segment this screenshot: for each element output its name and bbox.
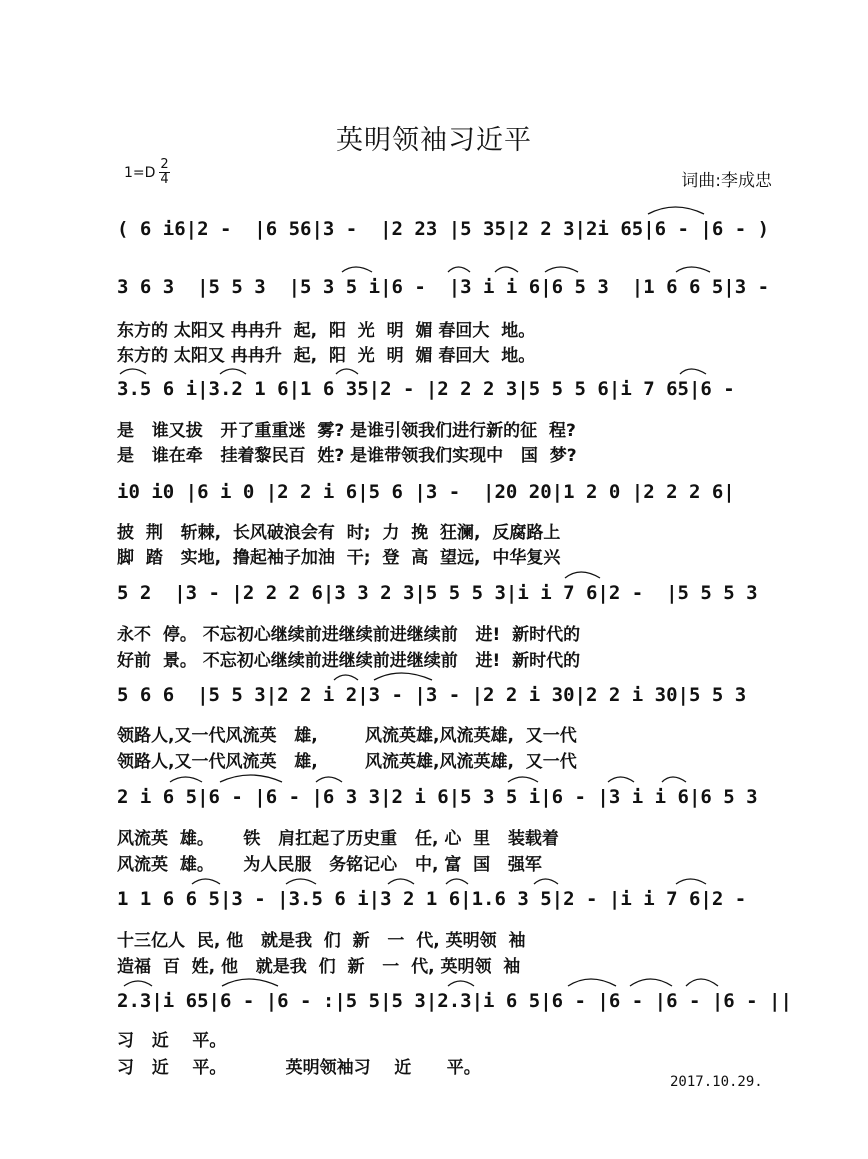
slur — [565, 572, 600, 578]
lyric-line: 风流英 雄。 为人民服 务铭记心 中, 富 国 强军 — [117, 855, 542, 875]
slur — [336, 369, 358, 374]
time-signature — [159, 158, 169, 187]
notation-row: 3.5 6 i|3.2 1 6|1 6 35|2 - |2 2 2 3|5 5 5 6|i 7 65|6 - — [117, 378, 735, 400]
slur — [568, 979, 616, 986]
lyric-line: 是 谁又拔 开了重重迷 雾? 是谁引领我们进行新的征 程? — [117, 421, 576, 441]
slur — [676, 267, 710, 272]
slur — [534, 879, 558, 884]
slur — [170, 777, 202, 782]
slur — [648, 207, 704, 214]
lyric-line: 风流英 雄。 铁 肩扛起了历史重 任, 心 里 装载着 — [117, 829, 559, 849]
lyric-line: 好前 景。 不忘初心继续前进继续前进继续前 进! 新时代的 — [117, 651, 581, 671]
slur — [342, 267, 372, 272]
slur — [192, 879, 220, 884]
slur — [334, 675, 358, 680]
lyric-line: 东方的 太阳又 冉冉升 起, 阳 光 明 媚 春回大 地。 — [117, 346, 536, 366]
lyric-line: 十三亿人 民, 他 就是我 们 新 一 代, 英明领 袖 — [117, 931, 526, 951]
time-numerator: 2 — [160, 157, 169, 172]
slur — [680, 369, 706, 374]
slur — [508, 777, 538, 782]
notation-row: 2.3|i 65|6 - |6 - :|5 5|5 3|2.3|i 6 5|6 - |6 - |6 - |6 - || — [117, 990, 792, 1012]
slur — [686, 979, 718, 986]
slur — [495, 267, 518, 272]
lyric-line: 永不 停。 不忘初心继续前进继续前进继续前 进! 新时代的 — [117, 625, 581, 645]
notation-row: i0 i0 |6 i 0 |2 2 i 6|5 6 |3 - |20 20|1 2 0 |2 2 2 6| — [117, 481, 735, 503]
slur — [608, 777, 634, 782]
slur — [448, 267, 470, 272]
lyric-line: 领路人,又一代风流英 雄, 风流英雄,风流英雄, 又一代 — [117, 726, 577, 746]
slur — [448, 981, 474, 986]
notation-row: ( 6 i6|2 - |6 56|3 - |2 23 |5 35|2 2 3|2i 65|6 - |6 - ) — [117, 218, 770, 240]
lyric-line: 领路人,又一代风流英 雄, 风流英雄,风流英雄, 又一代 — [117, 752, 577, 772]
slur — [446, 879, 468, 884]
notation-row: 5 2 |3 - |2 2 2 6|3 3 2 3|5 5 5 3|i i 7 6|2 - |5 5 5 3 — [117, 582, 758, 604]
notation-row: 1 1 6 6 5|3 - |3.5 6 i|3 2 1 6|1.6 3 5|2 - |i i 7 6|2 - — [117, 888, 747, 910]
slur — [220, 369, 246, 374]
notation-row: 2 i 6 5|6 - |6 - |6 3 3|2 i 6|5 3 5 i|6 - |3 i i 6|6 5 3 — [117, 786, 758, 808]
lyric-line: 造福 百 姓, 他 就是我 们 新 一 代, 英明领 袖 — [117, 957, 521, 977]
slur — [388, 879, 414, 884]
lyric-line: 脚 踏 实地, 撸起袖子加油 干; 登 高 望远, 中华复兴 — [117, 548, 561, 568]
key-label: 1=D — [124, 164, 156, 181]
slur — [662, 777, 686, 782]
lyric-line: 习 近 平。 英明领袖习 近 平。 — [117, 1058, 481, 1078]
key-signature — [124, 158, 170, 187]
lyric-line: 披 荆 斩棘, 长风破浪会有 时; 力 挽 狂澜, 反腐路上 — [117, 523, 561, 543]
slur — [220, 775, 282, 782]
slur — [630, 979, 672, 986]
slur — [286, 879, 316, 884]
lyric-line: 是 谁在牵 挂着黎民百 姓? 是谁带领我们实现中 国 梦? — [117, 446, 577, 466]
slur — [545, 267, 578, 272]
slur — [316, 777, 342, 782]
notation-row: 5 6 6 |5 5 3|2 2 i 2|3 - |3 - |2 2 i 30|2 2 i 30|5 5 3 — [117, 684, 747, 706]
time-denominator: 4 — [160, 172, 169, 187]
slur — [124, 981, 152, 986]
lyric-line: 习 近 平。 — [117, 1031, 227, 1051]
lyric-line: 东方的 太阳又 冉冉升 起, 阳 光 明 媚 春回大 地。 — [117, 321, 536, 341]
composer-credit: 词曲:李成忠 — [681, 171, 772, 191]
song-title: 英明领袖习近平 — [336, 125, 532, 156]
slur — [222, 979, 278, 986]
notation-row: 3 6 3 |5 5 3 |5 3 5 i|6 - |3 i i 6|6 5 3 |1 6 6 5|3 - — [117, 276, 770, 298]
slur — [676, 879, 706, 884]
slur — [120, 369, 146, 374]
slur — [374, 673, 432, 680]
date-stamp: 2017.10.29. — [670, 1074, 763, 1090]
